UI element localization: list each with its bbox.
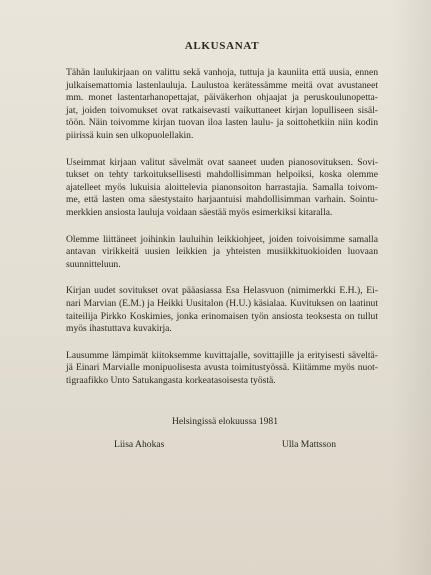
paragraph-1 [66,67,378,143]
signers [66,438,378,451]
text-line: antavan virikkeitä uusien leikkien ja yhteisten musiikkituokioiden luovaan [66,246,378,258]
signoff [66,415,378,451]
preface-content [66,40,378,451]
text-line: me, että lasten oma säestystaito harjaantuisi mahdollisimman varhain. Sointu- [66,194,378,206]
text-line: ajatelleet myös lukuisia aloittelevia pianonsoiton harrastajia. Samalla toivom- [66,181,378,193]
text-line: tukset on tehty tarkoituksellisesti mahdollisimman helpoiksi, koska olemme [66,169,378,181]
text-line: nari Marvian (E.M.) ja Heikki Uusitalon (H.U.) käsialaa. Kuvituksen on laatinut [66,297,378,309]
text-line: jat, joiden toivomukset ovat ratkaisevasti vaikuttaneet kirjan lopulliseen sisäl- [66,104,378,116]
signer-name: Liisa Ahokas [114,439,165,451]
signer-name: Ulla Mattsson [281,439,336,451]
text-line: Kirjan uudet sovitukset ovat pääasiassa Esa Helasvuon (nimimerkki E.H.), Ei- [66,285,378,297]
page-title: ALKUSANAT [184,40,260,52]
text-line: Olemme liittäneet joihinkin lauluihin leikkiohjeet, joiden toivoisimme samalla [66,233,378,245]
text-line: töön. Näin toivomme kirjan tuovan iloa lasten laulu- ja soittohetkiin niin kodin [66,117,378,129]
paragraph-3 [66,234,378,272]
text-line: merkkien ansiosta lauluja voidaan säestää myös esimerkiksi kitaralla. [66,206,333,218]
text-line: julkaisemattomia lastenlauluja. Laulustoa kerätessämme meitä ovat avustaneet [66,79,378,91]
place-date: Helsingissä elokuussa 1981 [171,416,279,428]
text-line: myös ihastuttava kuvakirja. [66,323,172,335]
text-line: jä Einari Marvialle monipuolisesta avusta toimitustyössä. Kiitämme myös nuot- [66,362,378,374]
text-line: suunnitteluun. [66,258,121,270]
paragraph-2 [66,157,378,220]
page-shadow [391,0,431,575]
paragraph-4 [66,285,378,335]
text-line: piirissä kuin sen ulkopuolellakin. [66,129,194,141]
text-line: Useimmat kirjaan valitut sävelmät ovat saaneet uuden pianosovituksen. Sovi- [66,156,378,168]
text-line: Lausumme lämpimät kiitoksemme kuvittajalle, sovittajille ja erityisesti säveltä- [66,349,378,361]
text-line: mm. monet lastentarhanopettajat, päiväkerhon ohjaajat ja peruskoulunopetta- [66,92,378,104]
text-line: taiteilija Pirkko Koskimies, jonka erinomaisen työn ansiosta teoksesta on tullut [66,310,378,322]
text-line: Tähän laulukirjaan on valittu sekä vanhoja, tuttuja ja kauniita että uusia, ennen [66,67,378,78]
paragraph-5 [66,350,378,388]
text-line: tigraafikko Unto Satukangasta korkeatasoisesta työstä. [66,374,276,386]
